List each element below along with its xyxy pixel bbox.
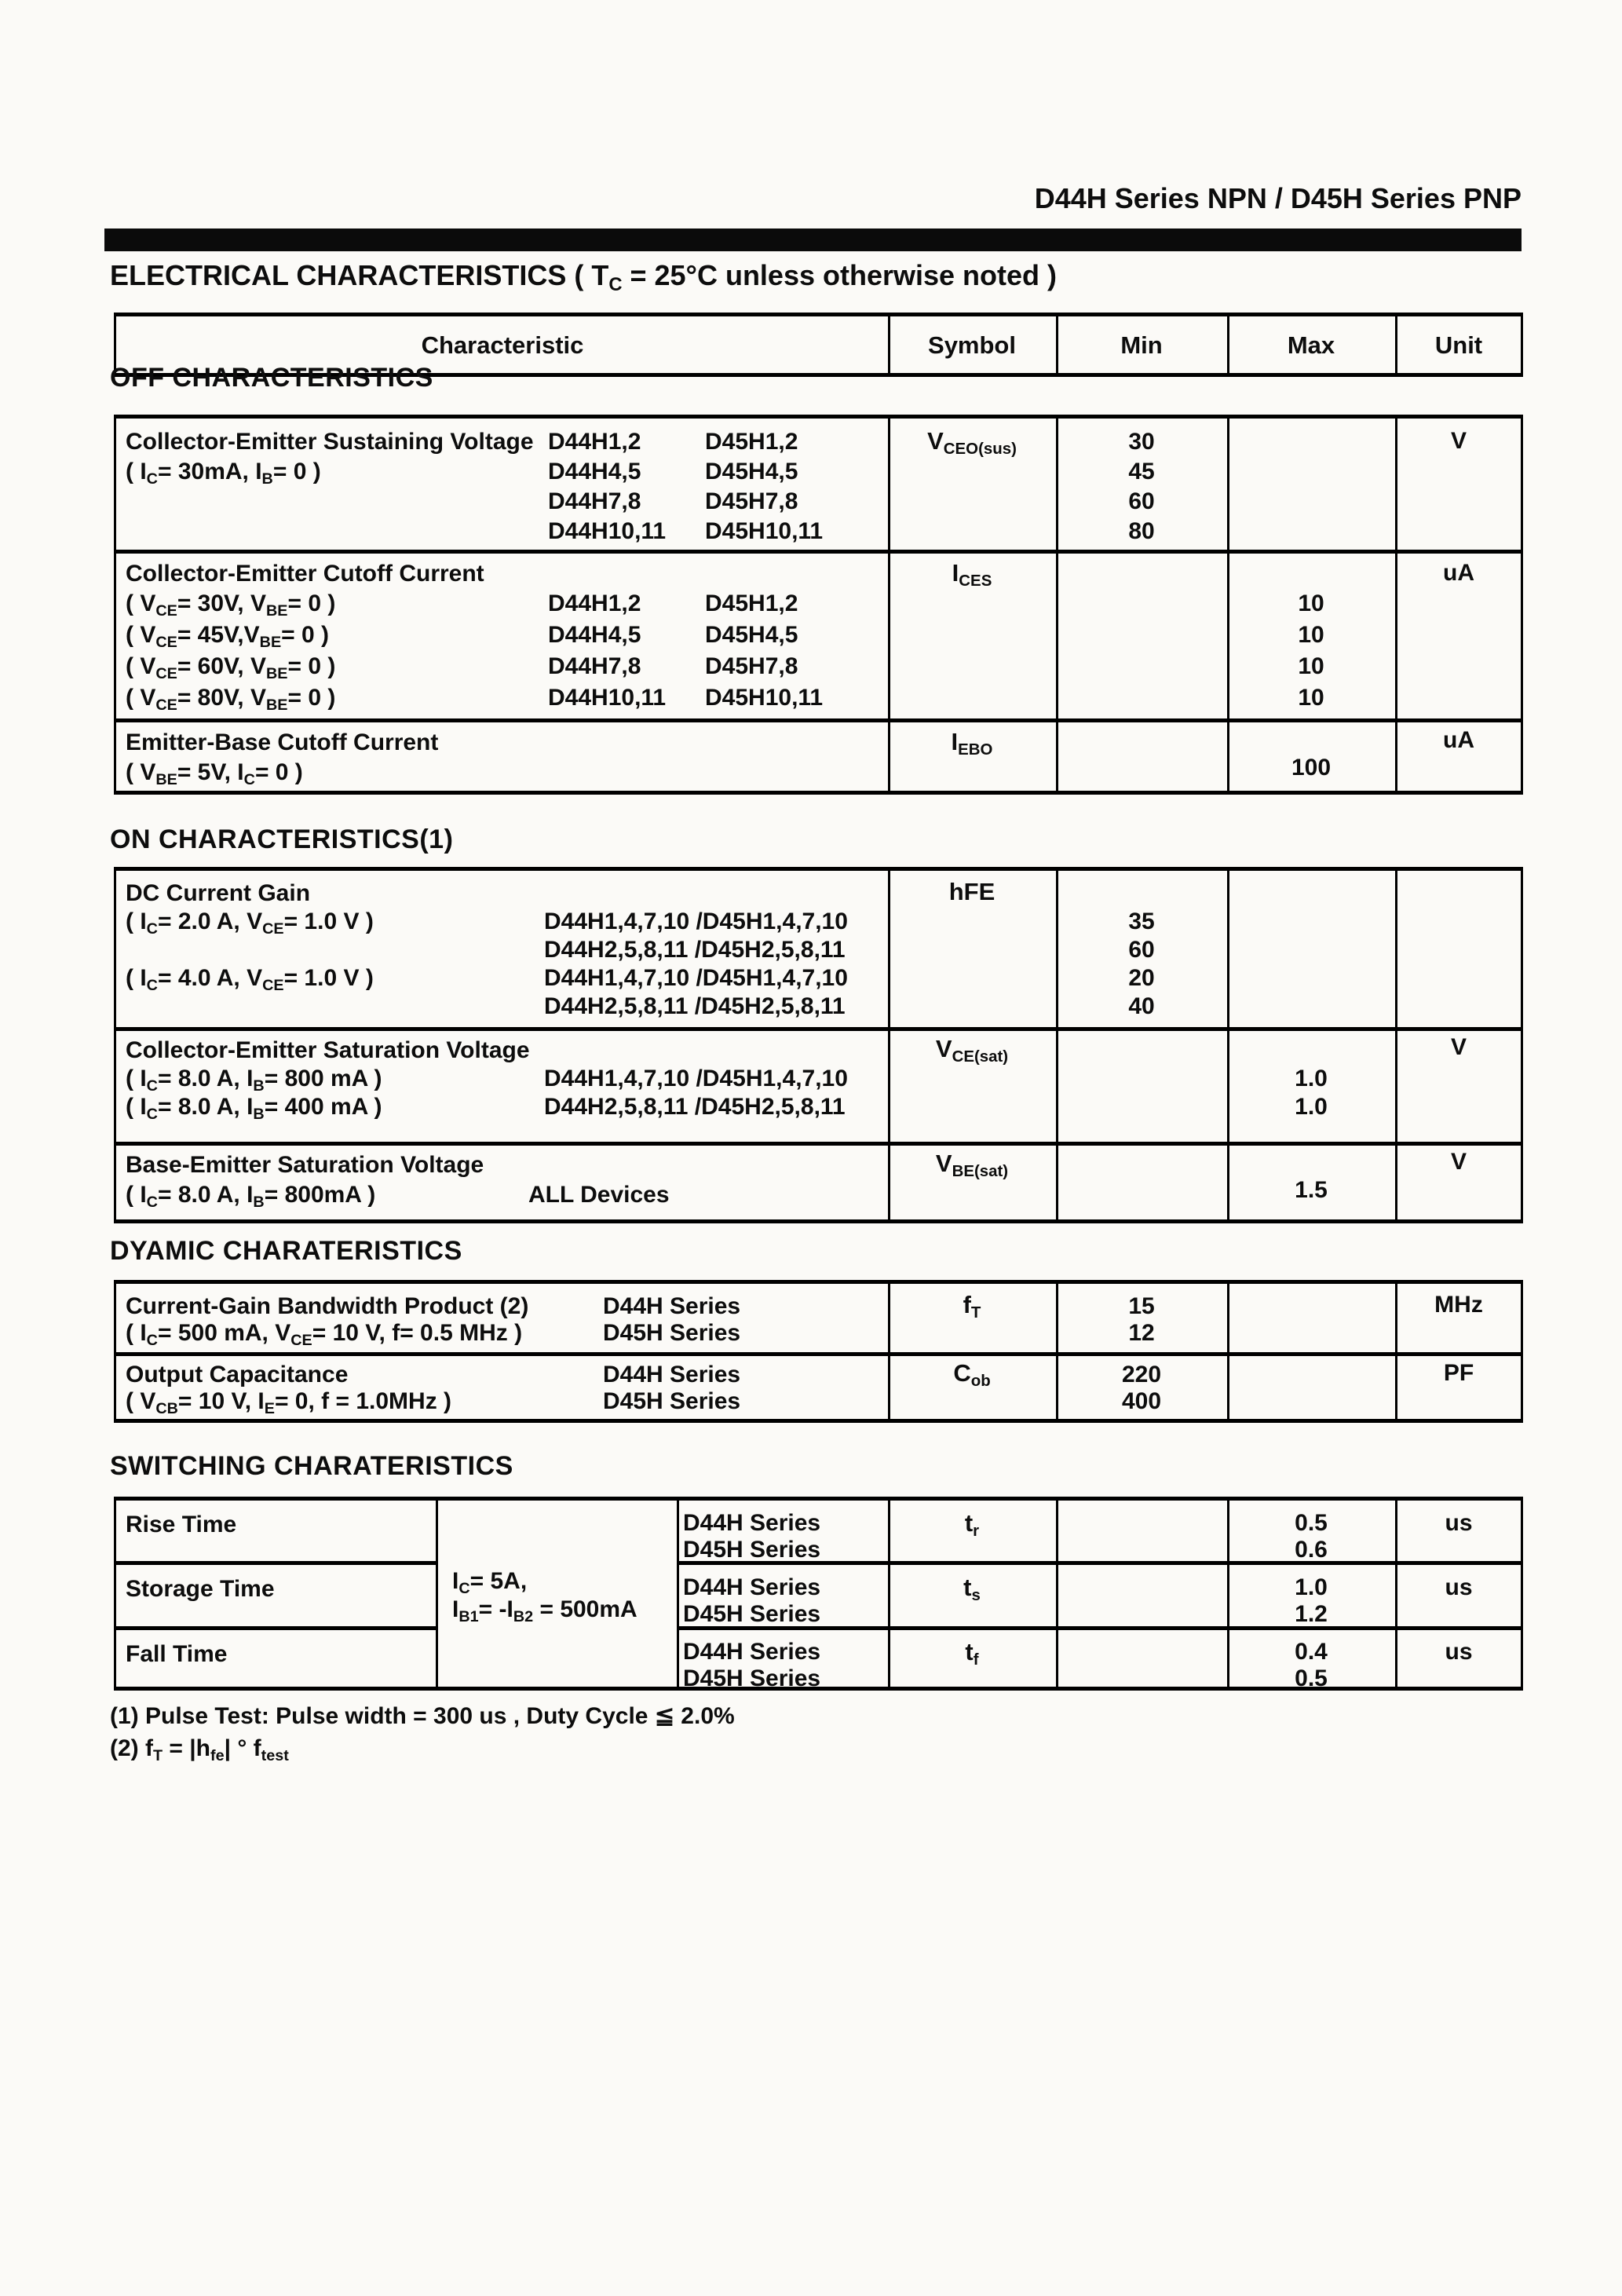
column-divider [1395,871,1397,1219]
col-header-unit: Unit [1434,331,1483,359]
device-name: D44H7,8 [548,653,641,679]
max-value: 10 [1298,590,1324,616]
column-divider [1395,316,1397,373]
on-characteristics-table [114,867,1523,1223]
symbol-ts: $t_s$ [963,1574,981,1605]
row-label: Rise Time [126,1512,237,1537]
device-name: D45H Series [603,1320,741,1346]
min-value: 40 [1128,993,1155,1019]
shared-condition: $I_{B1}= -I_{B2} = 500mA$ [452,1596,637,1625]
footnote-2: (2) $f_T = |h_{fe}|$ ° $f_{test}$ [110,1735,289,1764]
max-value: 1.5 [1295,1177,1328,1203]
max-value: 1.0 [1295,1066,1328,1091]
device-name: D44H1,4,7,10 /D45H1,4,7,10 [544,1066,848,1091]
column-divider [1227,316,1229,373]
row-condition: ( $I_C= 8.0$ A, $I_B= 800mA$ ) [126,1182,376,1211]
dynamic-characteristics-table [114,1280,1523,1423]
min-value: 30 [1128,429,1155,455]
max-value: 100 [1291,755,1332,781]
row-condition: ( $V_{CE}= 30V$, $V_{BE}= 0$ ) [126,590,336,620]
row-label: Base-Emitter Saturation Voltage [126,1152,484,1178]
min-value: 20 [1128,965,1155,991]
row-divider [116,550,1521,554]
row-divider [116,1027,1521,1031]
device-name: D44H2,5,8,11 /D45H2,5,8,11 [544,1094,846,1120]
column-divider [1056,1284,1058,1419]
symbol-vce-sat: $V_{CE(sat)}$ [935,1035,1009,1066]
min-value: 35 [1128,909,1155,934]
column-divider [1056,1501,1058,1687]
min-value: 60 [1128,937,1155,963]
section-title-off: OFF CHARACTERISTICS [110,363,433,393]
unit-value: V [1450,1034,1467,1060]
device-name: D45H1,2 [705,429,798,455]
unit-value: PF [1443,1360,1474,1386]
device-name: D45H10,11 [705,518,824,544]
row-label: Collector-Emitter Cutoff Current [126,561,484,587]
row-label: Current-Gain Bandwidth Product (2) [126,1293,529,1319]
max-value: 0.5 [1295,1665,1328,1691]
unit-value: us [1445,1574,1473,1600]
symbol-tr: $t_r$ [964,1509,980,1541]
column-divider [1056,871,1058,1219]
column-divider [888,419,890,791]
min-value: 80 [1128,518,1155,544]
device-name: D44H2,5,8,11 /D45H2,5,8,11 [544,993,846,1019]
device-name: D44H Series [683,1639,821,1665]
row-condition: ( $I_C= 8.0$ A, $I_B= 400$ mA ) [126,1094,382,1123]
col-header-characteristic: Characteristic [421,331,584,359]
symbol-iebo: $I_{EBO}$ [951,728,993,759]
device-name: D45H Series [683,1665,821,1691]
unit-value: uA [1443,727,1474,753]
row-condition: ( $V_{BE}= 5V$, $I_C= 0$ ) [126,759,303,788]
device-name: D44H Series [683,1510,821,1536]
symbol-cob: $C_{ob}$ [953,1359,991,1391]
min-value: 12 [1128,1320,1155,1346]
device-name: D44H1,2 [548,429,641,455]
device-name: D45H7,8 [705,653,798,679]
min-value: 220 [1121,1362,1162,1387]
max-value: 1.0 [1295,1574,1328,1600]
device-name: D45H1,2 [705,590,798,616]
device-name: D45H Series [683,1601,821,1627]
device-name: D44H10,11 [548,685,667,711]
col-header-min: Min [1120,331,1163,359]
min-value: 15 [1128,1293,1155,1319]
device-name: D45H Series [603,1388,741,1414]
switching-characteristics-table [114,1497,1523,1691]
section-title-dynamic: DYAMIC CHARATERISTICS [110,1236,462,1266]
device-name: D44H4,5 [548,622,641,648]
symbol-vceo-sus: $V_{CEO(sus)}$ [927,427,1017,459]
row-condition: ( $I_C= 500$ mA, $V_{CE}= 10$ V, f= 0.5 MHz ) [126,1320,523,1349]
device-name: ALL Devices [528,1182,670,1208]
row-label: Storage Time [126,1576,275,1602]
max-value: 1.0 [1295,1094,1328,1120]
device-name: D44H10,11 [548,518,667,544]
row-condition: ( $V_{CE}= 80V$, $V_{BE}= 0$ ) [126,685,336,714]
device-name: D45H7,8 [705,488,798,514]
column-divider [1395,419,1397,791]
device-name: D45H4,5 [705,622,798,648]
column-divider [1056,419,1058,791]
device-name: D44H Series [683,1574,821,1600]
min-value: 60 [1128,488,1155,514]
row-divider [116,1561,436,1565]
row-divider [116,718,1521,722]
column-divider [888,316,890,373]
column-divider [1395,1284,1397,1419]
min-value: 400 [1121,1388,1162,1414]
row-label: Emitter-Base Cutoff Current [126,729,439,755]
row-divider [116,1626,436,1630]
device-name: D45H10,11 [705,685,824,711]
row-divider [116,1352,1521,1356]
row-condition: ( $V_{CE}= 60V$, $V_{BE}= 0$ ) [126,653,336,682]
row-condition: ( $V_{CE}= 45V,V_{BE}= 0$ ) [126,622,330,651]
max-value: 10 [1298,653,1324,679]
column-divider [1227,1501,1229,1687]
row-condition: ( $I_C= 4.0$ A, $V_{CE}= 1.0$ V ) [126,965,374,994]
device-name: D44H Series [603,1362,741,1387]
max-value: 10 [1298,685,1324,711]
device-name: D44H4,5 [548,459,641,484]
unit-value: V [1450,428,1467,454]
row-condition: ( $I_C= 8.0$ A, $I_B= 800$ mA ) [126,1066,382,1095]
symbol-ices: $I_{CES}$ [952,559,992,590]
row-label: Output Capacitance [126,1362,349,1387]
column-divider [1227,419,1229,791]
row-label: Fall Time [126,1641,228,1667]
page-title: ELECTRICAL CHARACTERISTICS ( $T_C = 25^\circ C$ unless otherwise noted ) [110,259,1058,296]
row-divider [116,1142,1521,1146]
footnote-1: (1) Pulse Test: Pulse width = 300 us , Duty Cycle ≦ 2.0% [110,1703,735,1729]
symbol-tf: $t_f$ [965,1638,979,1669]
shared-condition: $I_C= 5A$, [452,1568,528,1597]
max-value: 1.2 [1295,1601,1328,1627]
unit-value: us [1445,1639,1473,1665]
device-name: D45H Series [683,1537,821,1563]
device-name: D44H2,5,8,11 /D45H2,5,8,11 [544,937,846,963]
unit-value: us [1445,1510,1473,1536]
row-label: DC Current Gain [126,880,311,906]
row-label: Collector-Emitter Sustaining Voltage [126,429,534,455]
row-condition: ( $I_C= 2.0$ A, $V_{CE}= 1.0$ V ) [126,909,374,938]
device-name: D44H1,4,7,10 /D45H1,4,7,10 [544,909,848,934]
unit-value: MHz [1434,1292,1483,1318]
section-title-on: ON CHARACTERISTICS(1) [110,824,454,854]
unit-value: V [1450,1149,1467,1175]
device-name: D44H Series [603,1293,741,1319]
symbol-vbe-sat: $V_{BE(sat)}$ [935,1150,1009,1181]
device-name: D44H1,4,7,10 /D45H1,4,7,10 [544,965,848,991]
column-divider [1056,316,1058,373]
column-divider [888,871,890,1219]
device-name: D44H7,8 [548,488,641,514]
max-value: 0.5 [1295,1510,1328,1536]
column-divider [436,1501,438,1687]
header-rule [104,229,1522,251]
unit-value: uA [1443,560,1474,586]
col-header-max: Max [1287,331,1335,359]
off-characteristics-table [114,415,1523,795]
column-divider [677,1501,679,1687]
row-condition: ( $I_C= 30mA$, $I_B= 0$ ) [126,459,321,488]
column-divider [1395,1501,1397,1687]
row-condition: ( $V_{CB}= 10$ V, $I_E= 0$, f = 1.0MHz ) [126,1388,452,1417]
device-name: D44H1,2 [548,590,641,616]
max-value: 10 [1298,622,1324,648]
column-divider [1227,1284,1229,1419]
symbol-hfe: hFE [948,878,995,905]
col-header-symbol: Symbol [928,331,1016,359]
device-name: D45H4,5 [705,459,798,484]
column-divider [1227,871,1229,1219]
column-divider [888,1284,890,1419]
symbol-ft: $f_T$ [963,1291,981,1322]
row-label: Collector-Emitter Saturation Voltage [126,1037,530,1063]
min-value: 45 [1128,459,1155,484]
page-header-brand: D44H Series NPN / D45H Series PNP [1034,182,1522,214]
max-value: 0.4 [1295,1639,1328,1665]
max-value: 0.6 [1295,1537,1328,1563]
section-title-switching: SWITCHING CHARATERISTICS [110,1451,513,1481]
column-divider [888,1501,890,1687]
